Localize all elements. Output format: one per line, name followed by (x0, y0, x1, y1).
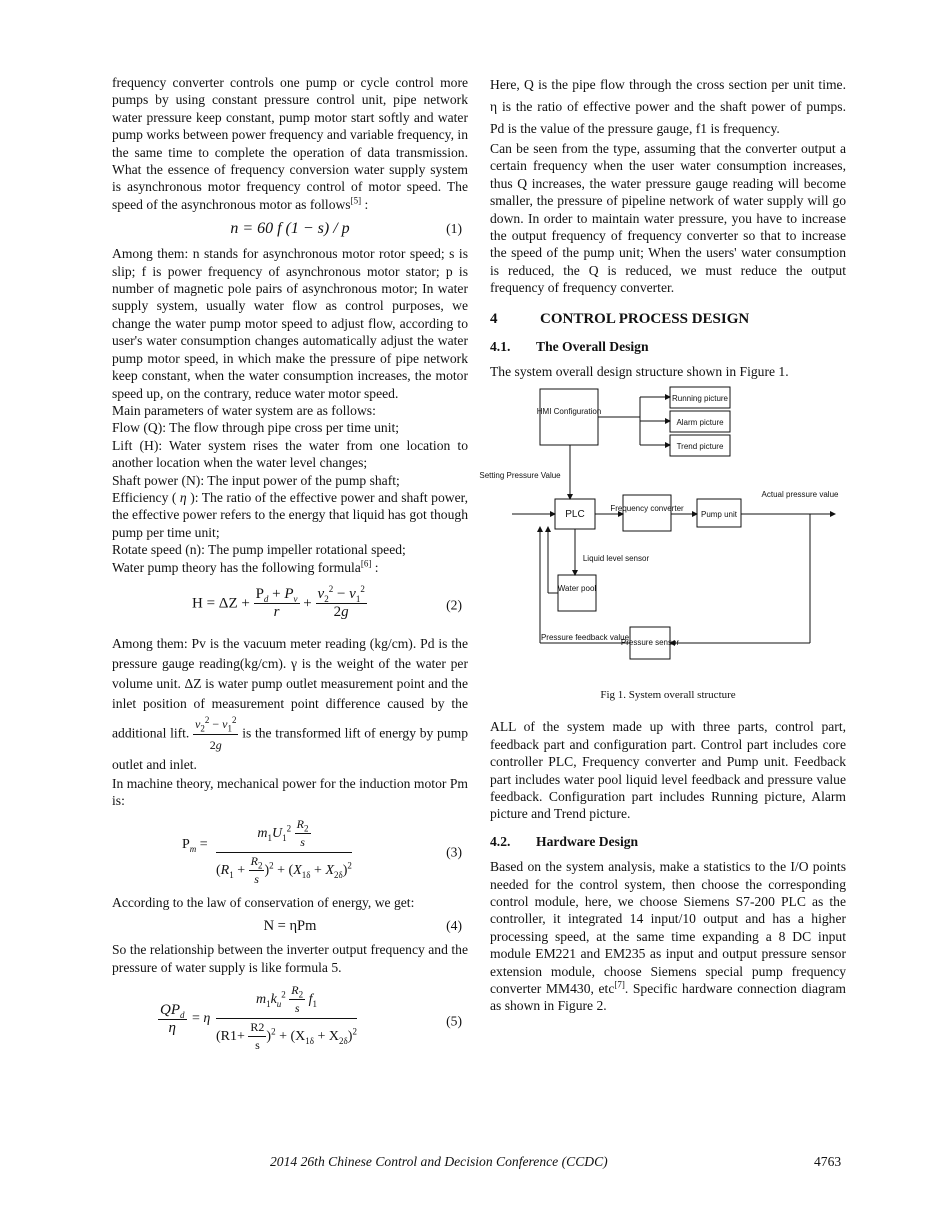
paragraph: The system overall design structure shown in Figure 1. (490, 364, 789, 380)
equation-1: n = 60 f (1 − s) / p (1) (112, 217, 468, 241)
subsection-heading: 4.1. The Overall Design (490, 339, 649, 355)
subsection-heading: 4.2. Hardware Design (490, 833, 639, 849)
level-label: Liquid level sensor (582, 553, 650, 563)
equation-number: (2) (446, 597, 462, 613)
paragraph: Based on the system analysis, make a statistics to the I/O points needed for the control system, then choose the corresponding control module, here, we choose Siemens S7-200 PLC as the controller, it integrated 14 input/10 output and has a higher processing speed, at the same time expanding a 8 DC input module EM221 and EM235 as input and output pressure sensor extension module, choose Siemens special pump frequency converter MM430, etc[7]. Specific hardware connection diagram as shown in Figure 2. (490, 859, 846, 1014)
paragraph: Main parameters of water system are as follows: (112, 402, 376, 418)
paragraph: Efficiency ( η ): The ratio of the effective power and shaft power, the effective power refers to the energy that liquid has got though pump per time unit; (112, 489, 468, 540)
equation-3: $P_m$ = $m_1U_1^2$ $\frac{R_2}{s}$ ($R_1$ + $\frac{R_2}{s}$ )$^2 + (X_{1\delta} + X_{2\delta})^2$ (3) (182, 816, 462, 886)
equation-number: (1) (446, 221, 462, 237)
pump-label: Pump unit (700, 509, 738, 519)
water-pool-box (558, 575, 596, 611)
paragraph: frequency converter controls one pump or cycle control more pumps by using constant pressure control unit, pipe network water pressure keep constant, pump motor start softly and water pump works between power frequency and variable frequency, in the same time to complete the operation of data transmission. What the essence of frequency conversion water supply system is asynchronous motor frequency control of motor speed. The speed of the asynchronous motor as follows[5] : (112, 75, 468, 212)
equation-number: (4) (446, 918, 462, 934)
section-heading: 4 CONTROL PROCESS DESIGN (490, 310, 750, 327)
paragraph: Rotate speed (n): The pump impeller rotational speed; (112, 542, 406, 558)
alarm-label: Alarm picture (676, 417, 724, 427)
paragraph: So the relationship between the inverter output frequency and the pressure of water supply is like formula 5. (112, 942, 468, 975)
paragraph: According to the law of conservation of energy, we get: (112, 894, 415, 910)
actual-label: Actual pressure value (761, 489, 839, 499)
left-column (112, 74, 468, 1066)
paragraph: Lift (H): Water system rises the water from one location to another location when the water level changes; (112, 437, 468, 471)
page-number: 4763 (814, 1154, 842, 1169)
paragraph: Can be seen from the type, assuming that the converter output a certain frequency when the user water consumption increases, thus Q increases, the water pressure gauge reading will become smaller, the pressure of pipeline network of water supply will go down. In order to maintain water pressure, you have to increase the output frequency of frequency converter so that to increase the speed of the pump unit; When the users' water consumption is reduced, the Q is reduced, we must reduce the output frequency of frequency converter. (490, 141, 846, 296)
frequency-converter-box (623, 495, 671, 531)
trend-label: Trend picture (676, 441, 724, 451)
conference-name: 2014 26th Chinese Control and Decision Conference (CCDC) (270, 1154, 608, 1169)
equation-4: N = ηPm (4) (112, 915, 468, 937)
paragraph: Water pump theory has the following formula[6] : (112, 558, 379, 575)
running-label: Running picture (671, 393, 729, 403)
equation-number: (5) (446, 1013, 462, 1029)
right-column (479, 74, 846, 1015)
paragraph: Here, Q is the pipe flow through the cross section per unit time. η is the ratio of effective power and the shaft power of pumps. Pd is the value of the pressure gauge, f1 is frequency. (490, 77, 846, 136)
feedback-label: Pressure feedback value (540, 632, 630, 642)
pool-label: Water pool (557, 583, 597, 593)
plc-label: PLC (565, 508, 585, 520)
hmi-box (540, 389, 598, 445)
paragraph: Among them: n stands for asynchronous motor rotor speed; s is slip; f is power frequency of asynchronous motor stator; p is number of magnetic pole pairs of asynchronous motor; In water supply system, usually water flow as control purposes, we change the water pump motor speed to adjust flow, according to user's water consumption changes automatically adjust the water pump motor speed, in which make the pressure of pipe network keep constant, when the water consumption increases, the motor speed up, on the contrary, reduce water motor speed. (112, 246, 468, 401)
hmi-label: HMI Configuration (536, 406, 602, 416)
paragraph: In machine theory, mechanical power for the induction motor Pm is: (112, 775, 468, 809)
figure-caption: Fig 1. System overall structure (600, 688, 736, 701)
freq-label: Frequency converter (610, 503, 684, 513)
paragraph: Among them: Pv is the vacuum meter reading (kg/cm). Pd is the pressure gauge reading(kg/cm). γ is the weight of the water per volume unit. ΔZ is water pump outlet measurement point and the inlet position of measurement point difference caused by the additional lift. $\frac{v_2^2 - v_1^2}{2g}$ is the transformed lift of energy by pump outlet and inlet. (112, 635, 468, 772)
sensor-label: Pressure sensor (620, 637, 680, 647)
paragraph: Shaft power (N): The input power of the pump shaft; (112, 472, 400, 488)
equation-number: (3) (446, 844, 462, 860)
setting-label: Setting Pressure Value (479, 470, 561, 480)
equation-5: $QP_d$ η = η $m_1k_u^2$ $\frac{R_2}{s}$ $f_1$ (R1+ $\frac{R2}{s}$ )$^2 + (X_{1\delta} + X_{2\delta})^2$ (5) (160, 983, 462, 1053)
system-structure-figure (479, 387, 846, 687)
equation-2: H = ΔZ + $\frac{P_d + P_v}{r}$ + $\frac{v_2^2 - v_1^2}{2g}$ (2) (192, 583, 462, 621)
paragraph: ALL of the system made up with three parts, control part, feedback part and configuration part. Control part includes core controller PLC, Frequency converter and Pump unit. Feedback part includes water pool liquid level feedback and pressure value feedback. Configuration part includes Running picture, Alarm picture and Trend picture. (490, 719, 846, 822)
paragraph: Flow (Q): The flow through pipe cross per time unit; (112, 420, 400, 436)
